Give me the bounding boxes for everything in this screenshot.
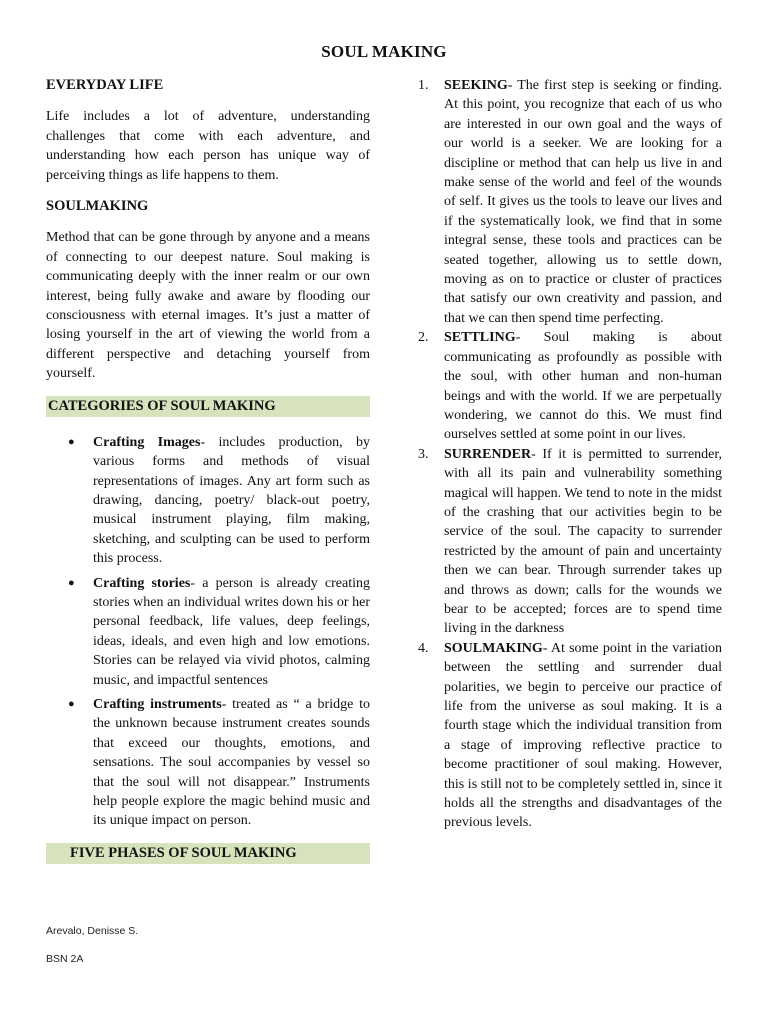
phase-text: - If it is permitted to surrender, with all its pain and vulnerability something magical will happen. We tend to note in the midst of the crashing that our activities begin to be service of the soul. The capacity to surrender restricted by the amount of pain and uncertainty then we can bear. Through surrender takes up and throws as down; calls for the wounds we bear to be accepted; forces are to spend time living in the darkness [444,446,722,637]
category-item [46,433,370,569]
category-text: - a person is already creating stories when an individual writes down his or her personal feedback, life values, deep feelings, ideas, ideals, and even high and low emotions. Stories can be relayed via vivid photos, calming music, and impactful sentences [93,575,370,688]
phase-term: SETTLING [444,330,516,346]
phase-text: - At some point in the variation between the settling and surrender dual polarities, we begin to perceive our practice of life from the universe as soul making. It is a fourth stage which the individual transition from a stage of improving reflective practice to become practitioner of soul making. However, this is still not to be completely settled in, since it holds all the strengths and disadvantages of the previous levels. [444,640,722,831]
phase-term: SURRENDER [444,446,532,462]
soulmaking-text: Method that can be gone through by anyone and a means of connecting to our deepest nature. Soul making is communicating deeply with the inner realm or our own interest, being fully awake and aware by flooding our consciousness with eternal images. It’s just a matter of losing yourself in the art of viewing the world from a different perspective and detaching yourself from yourself. [46,230,370,382]
categories-heading: CATEGORIES OF SOUL MAKING [46,396,370,417]
phase-item [418,328,722,444]
category-term: Crafting stories [93,575,191,591]
everyday-life-text: Life includes a lot of adventure, understanding challenges that come with each adventure, and understanding how each person has unique way of perceiving things as life happens to them. [46,109,370,183]
phase-number: 3. [418,446,429,462]
phase-text: - Soul making is about communicating as profoundly as possible with the soul, with other human and non-human beings and with the world. If we are perpetually wondering, we cannot do this. We must find ourselves settled at some point in our lives. [444,330,722,443]
phase-item [418,76,722,328]
author-section: BSN 2A [46,953,84,965]
category-item [46,695,370,831]
phase-number: 4. [418,640,429,656]
category-term: Crafting Images [93,434,201,450]
phase-text: - The first step is seeking or finding. At this point, you recognize that each of us who are interested in our own goal and the ways of our world is a seeker. We are looking for a discipline or method that can help us live in and make sense of the world and feel of the wounds of self. It gives us the tools to leave our lives and if the systematically look, we find that in some integral sense, these tools and practices can be seated together, allowing us to settle down, moving as on to practice or cluster of practices that satisfy our own creativity and passion, and that we can then spend time perfecting. [444,78,722,326]
phase-number: 2. [418,330,429,346]
categories-list [46,433,370,831]
category-text: - treated as “ a bridge to the unknown because instrument creates sounds that exceed our thoughts, emotions, and sensations. The soul accompanies by vessel so that the soul will not disappear.” Instruments help people explore the magic behind music and its unique impact on person. [93,696,370,829]
category-item [46,574,370,690]
phase-term: SOULMAKING [444,640,543,656]
author-name: Arevalo, Denisse S. [46,925,139,937]
phase-item [418,639,722,833]
phase-number: 1. [418,78,429,93]
phases-list [418,76,722,833]
everyday-life-heading: EVERYDAY LIFE [46,77,164,93]
phase-item [418,445,722,639]
right-column [418,76,722,833]
phases-heading: FIVE PHASES OF SOUL MAKING [46,843,370,864]
phase-term: SEEKING [444,78,508,93]
category-term: Crafting instruments [93,696,222,712]
soulmaking-heading: SOULMAKING [46,198,149,215]
left-column [46,76,370,864]
page-title: SOUL MAKING [321,42,447,61]
category-text: - includes production, by various forms and methods of visual representations of images. Any art form such as drawing, dancing, poetry/ black-out poetry, musical instrument playing, film making, sketching, and sculpting can be used to perform this process. [93,434,370,567]
